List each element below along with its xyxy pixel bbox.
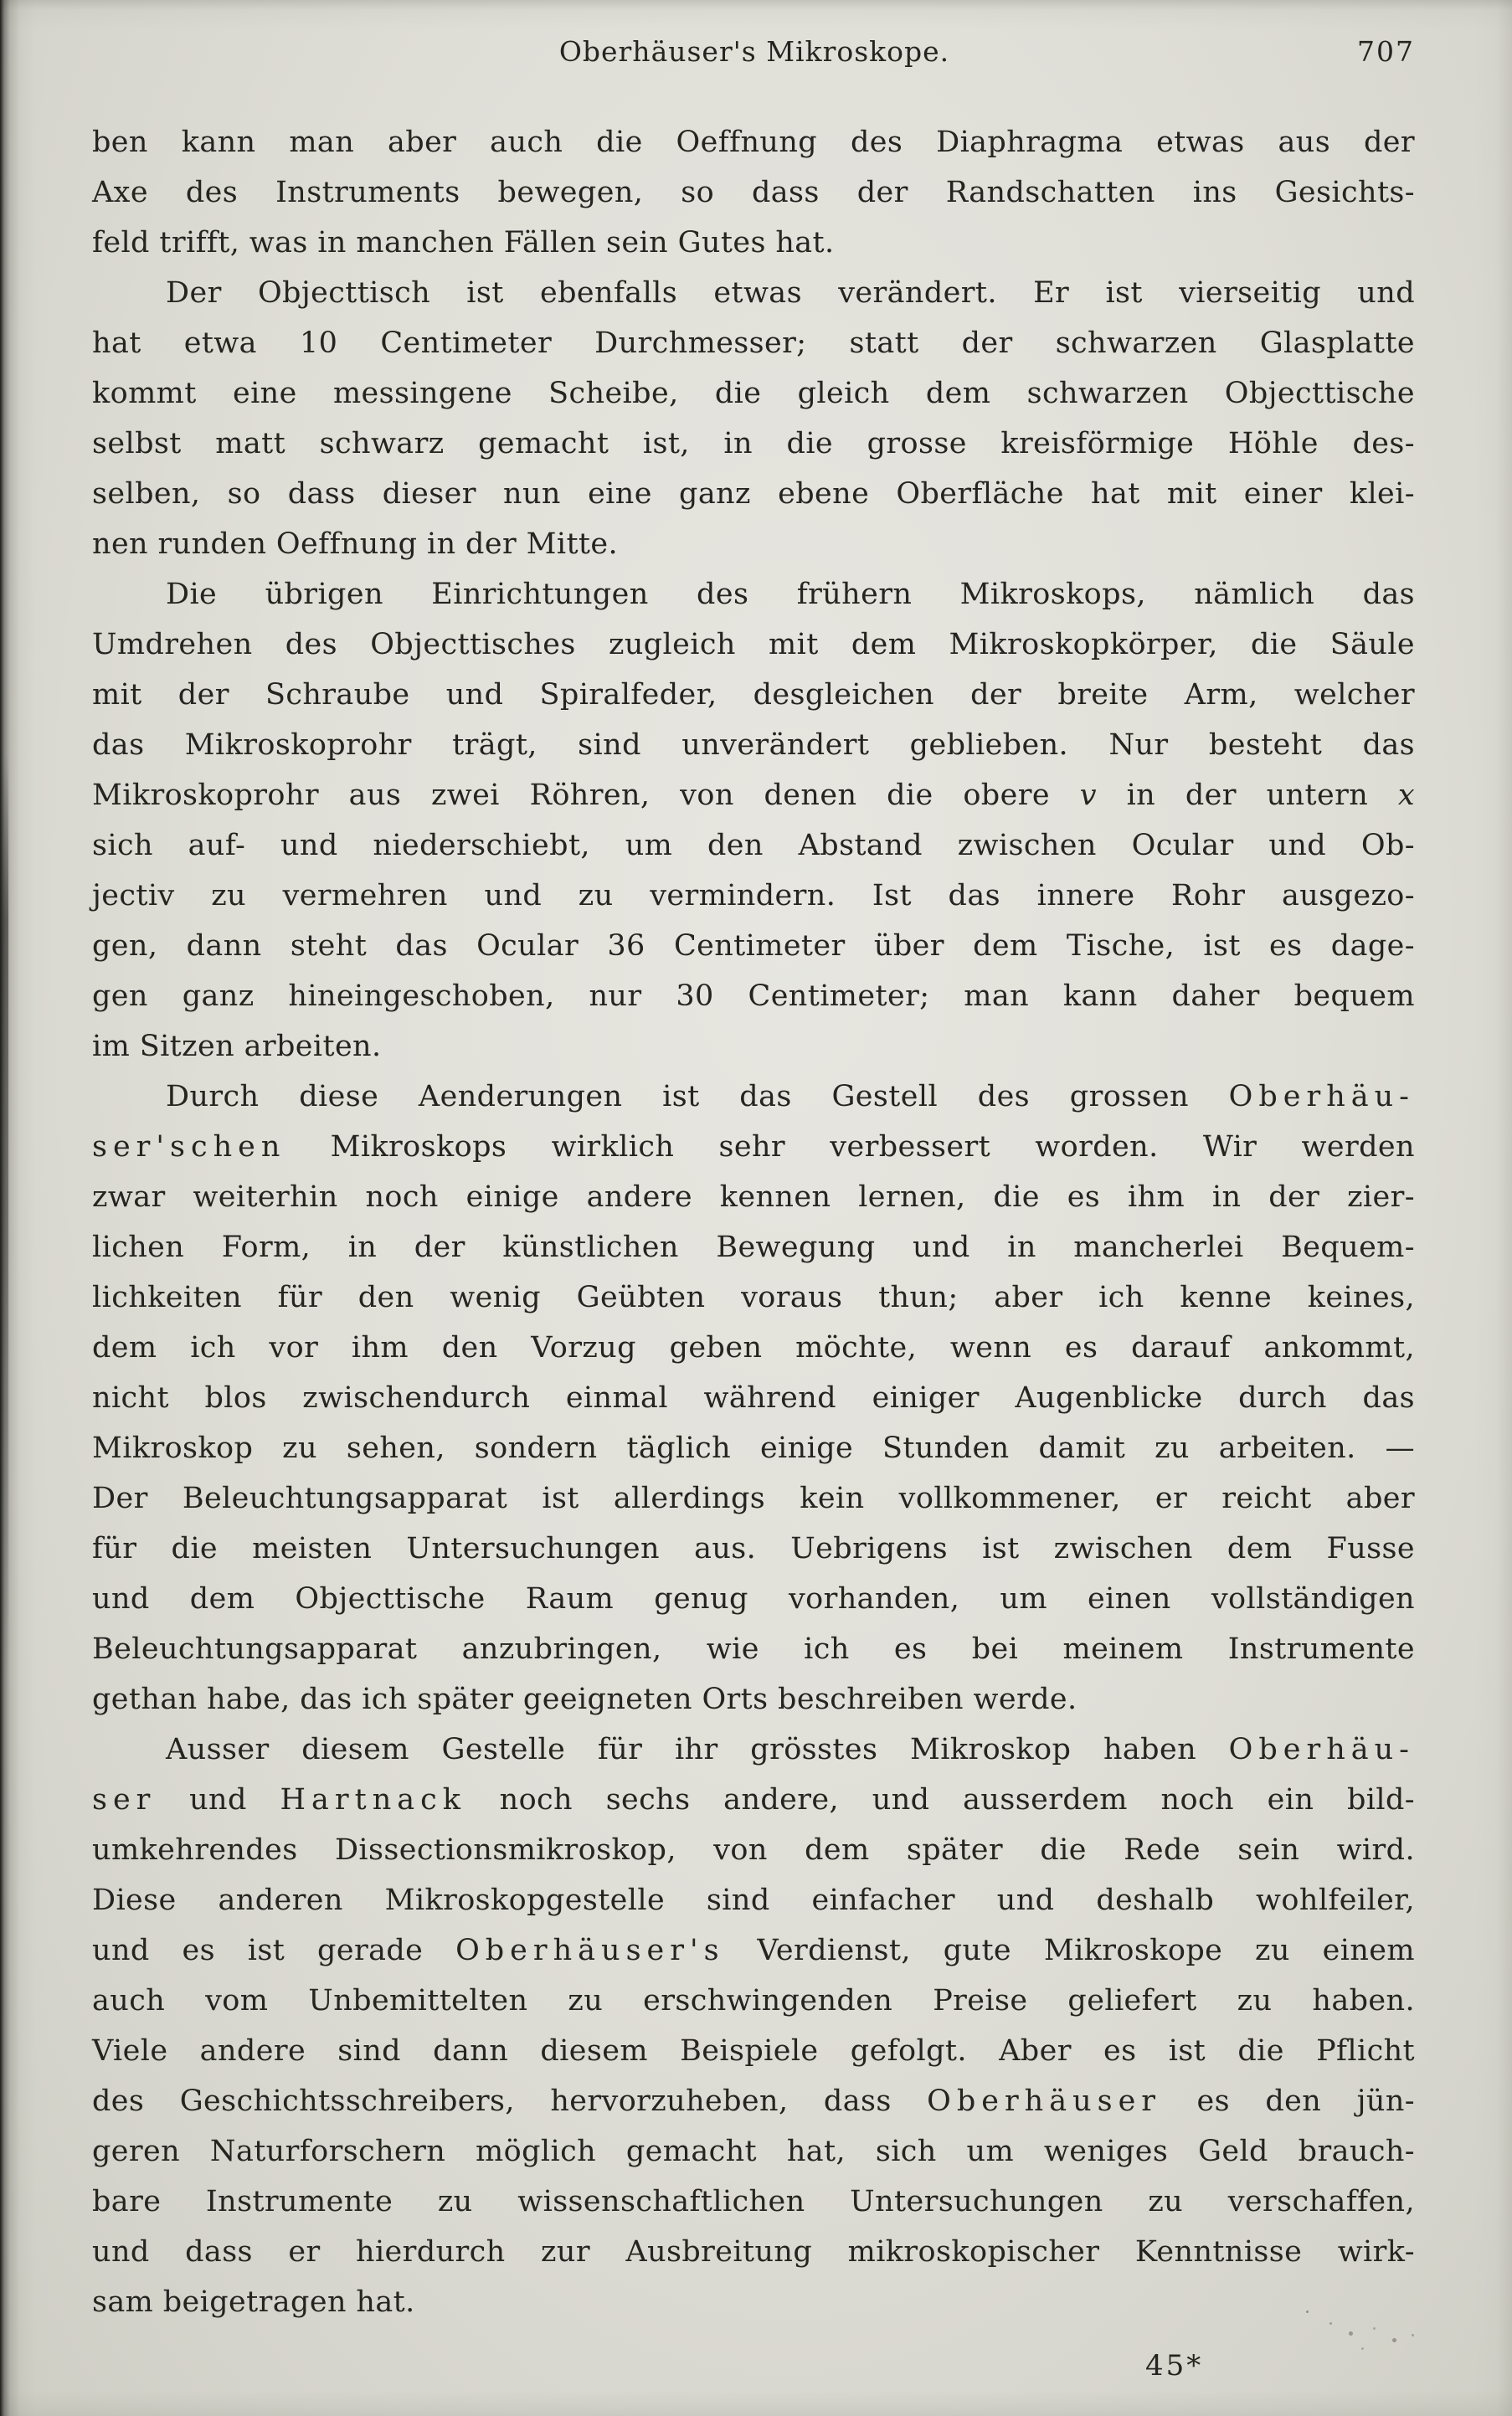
text-line (92, 469, 1415, 519)
text-line (92, 1021, 1415, 1072)
text-segment: selben, so dass dieser nun eine ganz ebene Oberfläche hat mit einer klei- (92, 477, 1415, 511)
text-segment: ben kann man aber auch die Oeffnung des Diaphragma etwas aus der (92, 126, 1415, 159)
text-segment: lichen Form, in der künstlichen Bewegung und in mancherlei Bequem- (92, 1231, 1415, 1264)
text-segment: Umdrehen des Objecttisches zugleich mit dem Mikroskopkörper, die Säule (92, 628, 1415, 661)
text-line (92, 368, 1415, 419)
paragraph (92, 569, 1415, 1072)
text-line (92, 1925, 1415, 1976)
text-line (92, 720, 1415, 770)
text-segment: nen runden Oeffnung in der Mitte. (92, 527, 619, 561)
text-segment: gen, dann steht das Ocular 36 Centimeter über dem Tische, ist es dage- (92, 929, 1415, 963)
running-title: Oberhäuser's Mikroskope. (558, 35, 950, 68)
text-segment: gen ganz hineingeschoben, nur 30 Centimeter; man kann daher bequem (92, 979, 1415, 1013)
text-segment: Ausser diesem Gestelle für ihr grösstes Mikroskop haben (166, 1733, 1229, 1766)
text-segment: gethan habe, das ich später geeigneten Orts beschreiben werde. (92, 1683, 1077, 1716)
text-segment: auch vom Unbemittelten zu erschwingenden Preise geliefert zu haben. (92, 1984, 1415, 2018)
italic-text-segment: x (1397, 779, 1415, 812)
text-segment: dem ich vor ihm den Vorzug geben möchte, wenn es darauf ankommt, (92, 1331, 1415, 1365)
text-segment: selbst matt schwarz gemacht ist, in die grosse kreisförmige Höhle des- (92, 427, 1415, 460)
text-segment: noch sechs andere, und ausserdem noch ein bild- (465, 1783, 1415, 1817)
spaced-text-segment: Hartnack (280, 1783, 466, 1817)
text-segment: Mikroskop zu sehen, sondern täglich einige Stunden damit zu arbeiten. — (92, 1432, 1415, 1465)
text-line (92, 1272, 1415, 1323)
paragraph (92, 1072, 1415, 1725)
text-line (92, 921, 1415, 971)
text-line (92, 1373, 1415, 1423)
spaced-text-segment: Oberhäu- (1228, 1080, 1415, 1113)
text-line (92, 2126, 1415, 2177)
paragraph (92, 117, 1415, 268)
text-line (92, 117, 1415, 167)
text-segment: zwar weiterhin noch einige andere kennen lernen, die es ihm in der zier- (92, 1180, 1415, 1214)
text-segment: lichkeiten für den wenig Geübten voraus thun; aber ich kenne keines, (92, 1281, 1415, 1314)
text-line (92, 2177, 1415, 2227)
text-line (92, 1323, 1415, 1373)
text-segment: hat etwa 10 Centimeter Durchmesser; statt der schwarzen Glasplatte (92, 326, 1415, 360)
text-segment: jectiv zu vermehren und zu vermindern. Ist das innere Rohr ausgezo- (92, 879, 1415, 912)
text-segment: sam beigetragen hat. (92, 2285, 415, 2319)
spaced-text-segment: ser'schen (92, 1130, 286, 1164)
body-text (92, 117, 1415, 2327)
text-line (92, 2076, 1415, 2126)
spaced-text-segment: Oberhäuser (927, 2084, 1162, 2118)
text-line (92, 167, 1415, 218)
text-segment: und (156, 1783, 280, 1817)
text-line (92, 2026, 1415, 2076)
text-segment: und dem Objecttische Raum genug vorhanden, um einen vollständigen (92, 1582, 1415, 1616)
text-segment: Der Beleuchtungsapparat ist allerdings kein vollkommener, er reicht aber (92, 1482, 1415, 1515)
text-line (92, 1473, 1415, 1524)
text-segment: Durch diese Aenderungen ist das Gestell des grossen (166, 1080, 1229, 1113)
text-line (92, 1222, 1415, 1272)
text-line (92, 1624, 1415, 1674)
text-line (92, 1725, 1415, 1775)
text-line (92, 871, 1415, 921)
text-segment: Die übrigen Einrichtungen des frühern Mikroskops, nämlich das (166, 578, 1415, 611)
scan-gutter-shadow (0, 753, 8, 1674)
text-segment: das Mikroskoprohr trägt, sind unverändert geblieben. Nur besteht das (92, 728, 1415, 762)
text-line (92, 2277, 1415, 2327)
text-line (92, 619, 1415, 670)
text-segment: Viele andere sind dann diesem Beispiele gefolgt. Aber es ist die Pflicht (92, 2034, 1415, 2068)
text-line (92, 1172, 1415, 1222)
text-segment: bare Instrumente zu wissenschaftlichen Untersuchungen zu verschaffen, (92, 2185, 1415, 2218)
text-segment: des Geschichtsschreibers, hervorzuheben, dass (92, 2084, 928, 2118)
text-line (92, 2227, 1415, 2277)
text-line (92, 1072, 1415, 1122)
text-line (92, 971, 1415, 1021)
text-line (92, 770, 1415, 820)
page-number: 707 (1357, 35, 1415, 68)
text-segment: Mikroskops wirklich sehr verbessert worden. Wir werden (285, 1130, 1415, 1164)
text-segment: geren Naturforschern möglich gemacht hat, sich um weniges Geld brauch- (92, 2135, 1415, 2168)
spaced-text-segment: Oberhäuser's (455, 1934, 725, 1967)
paragraph (92, 268, 1415, 569)
text-segment: für die meisten Untersuchungen aus. Uebrigens ist zwischen dem Fusse (92, 1532, 1415, 1565)
text-segment: nicht blos zwischendurch einmal während einiger Augenblicke durch das (92, 1381, 1415, 1415)
text-segment: kommt eine messingene Scheibe, die gleich dem schwarzen Objecttische (92, 377, 1415, 410)
text-segment: Axe des Instruments bewegen, so dass der Randschatten ins Gesichts- (92, 176, 1415, 209)
text-segment: sich auf- und niederschiebt, um den Abstand zwischen Ocular und Ob- (92, 829, 1415, 862)
text-line (92, 268, 1415, 318)
text-line (92, 1976, 1415, 2026)
text-segment: feld trifft, was in manchen Fällen sein Gutes hat. (92, 226, 835, 260)
text-segment: im Sitzen arbeiten. (92, 1030, 382, 1063)
text-segment: und dass er hierdurch zur Ausbreitung mikroskopischer Kenntnisse wirk- (92, 2235, 1415, 2269)
page-header (94, 30, 1415, 74)
paragraph (92, 1725, 1415, 2327)
text-segment: Mikroskoprohr aus zwei Röhren, von denen die obere (92, 779, 1080, 812)
text-line (92, 670, 1415, 720)
text-line (92, 1574, 1415, 1624)
text-line (92, 419, 1415, 469)
text-line (92, 569, 1415, 619)
text-segment: es den jün- (1161, 2084, 1415, 2118)
text-segment: Diese anderen Mikroskopgestelle sind einfacher und deshalb wohlfeiler, (92, 1884, 1415, 1917)
text-line (92, 1524, 1415, 1574)
scan-speckles (1306, 2311, 1309, 2313)
text-segment: in der untern (1096, 779, 1398, 812)
text-segment: umkehrendes Dissectionsmikroskop, von dem später die Rede sein wird. (92, 1833, 1415, 1867)
italic-text-segment: v (1079, 779, 1097, 812)
text-segment: Verdienst, gute Mikroskope zu einem (724, 1934, 1415, 1967)
text-line (92, 820, 1415, 871)
text-segment: Beleuchtungsapparat anzubringen, wie ich es bei meinem Instrumente (92, 1632, 1415, 1666)
text-line (92, 1875, 1415, 1925)
text-line (92, 1423, 1415, 1473)
text-line (92, 1122, 1415, 1172)
text-line (92, 1825, 1415, 1875)
signature-mark: 45* (1145, 2349, 1204, 2383)
text-line (92, 318, 1415, 368)
text-segment: Der Objecttisch ist ebenfalls etwas verändert. Er ist vierseitig und (166, 276, 1415, 310)
text-line (92, 1775, 1415, 1825)
text-line (92, 519, 1415, 569)
text-line (92, 218, 1415, 268)
spaced-text-segment: Oberhäu- (1228, 1733, 1415, 1766)
spaced-text-segment: ser (92, 1783, 157, 1817)
text-line (92, 1674, 1415, 1725)
text-segment: und es ist gerade (92, 1934, 456, 1967)
text-segment: mit der Schraube und Spiralfeder, desgleichen der breite Arm, welcher (92, 678, 1415, 712)
